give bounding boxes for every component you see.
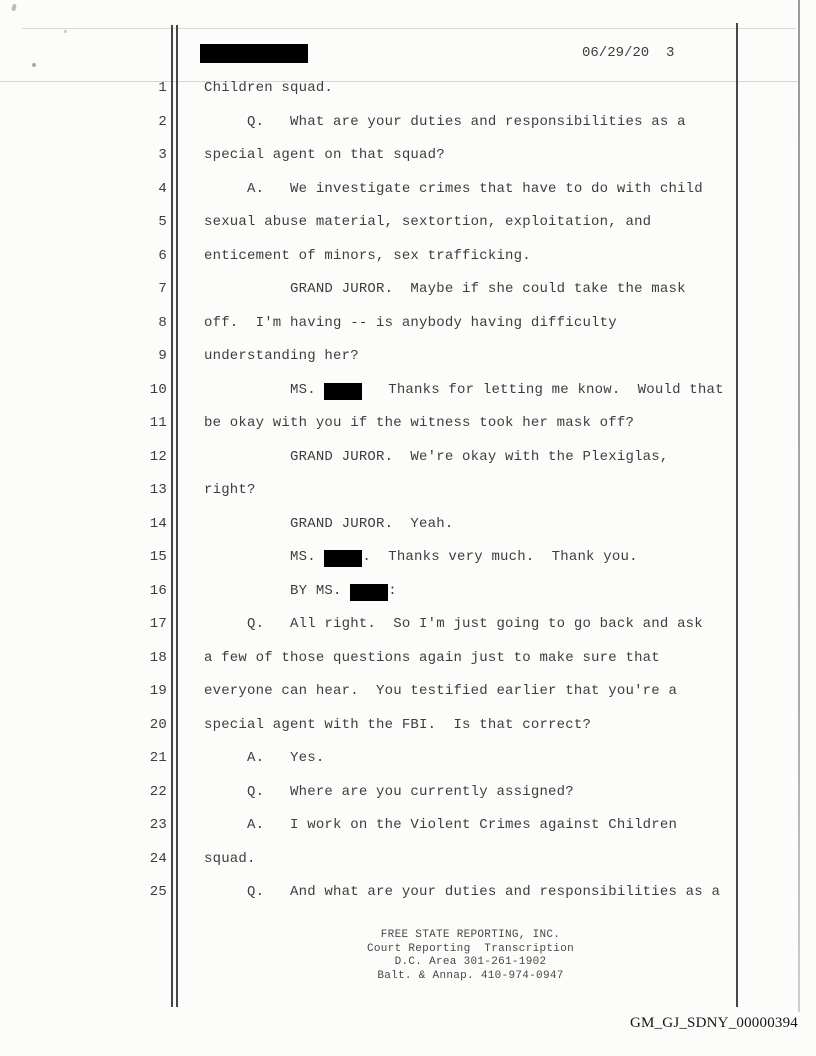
transcript-text-segment: . Thanks very much. Thank you. [362,549,638,565]
line-number: 6 [158,247,167,264]
line-number: 19 [149,683,167,699]
transcript-line [204,206,764,240]
footer-service: Court Reporting Transcription [366,942,575,955]
line-number: 23 [149,817,167,833]
line-number: 13 [149,482,167,498]
transcript-text-segment: be okay with you if the witness took her mask off? [204,415,635,431]
line-number: 10 [149,381,167,398]
scan-speck [11,4,17,12]
transcript-text-segment: special agent on that squad? [204,147,445,163]
transcript-line [204,407,764,441]
footer-phone-balt: Balt. & Annap. 410-974-0947 [377,969,564,982]
transcript-line [204,374,764,408]
transcript-line [204,139,764,173]
transcript-text-segment: sexual abuse material, sextortion, exploitation, and [204,214,652,230]
margin-rule-left-outer [171,25,173,1007]
line-number: 20 [149,716,167,733]
transcript-line [204,709,764,743]
scan-speck [64,30,67,33]
line-number: 4 [158,180,167,197]
transcript-text-segment: Q. All right. So I'm just going to go back and ask [204,616,703,632]
transcript-line [204,240,764,274]
line-number: 3 [158,147,167,163]
footer-company: FREE STATE REPORTING, INC. [380,929,561,941]
transcript-text-segment: A. We investigate crimes that have to do with child [204,180,703,197]
line-number: 15 [149,549,167,565]
line-number: 16 [149,582,167,599]
transcript-line [204,541,764,575]
transcript-text-segment: enticement of minors, sex trafficking. [204,247,531,264]
footer-phone-dc: D.C. Area 301-261-1902 [394,956,547,968]
transcript-text-segment: : [388,582,397,599]
transcript-line [204,608,764,642]
transcript-lines [204,72,764,910]
transcript-line [204,675,764,709]
transcript-text-segment: everyone can hear. You testified earlier that you're a [204,683,678,699]
line-number: 11 [149,415,167,431]
transcript-text-segment: A. I work on the Violent Crimes against Children [204,817,678,833]
line-number: 7 [158,281,167,297]
transcript-line [204,106,764,140]
transcript-text-segment: MS. [204,549,325,565]
header-date-page: 06/29/20 3 [582,45,675,61]
transcript-text-segment: GRAND JUROR. Yeah. [204,515,454,532]
line-number: 24 [149,850,167,867]
transcript-line [204,809,764,843]
line-number: 5 [158,214,167,230]
margin-rule-left-inner [176,25,178,1007]
transcript-line [204,776,764,810]
transcript-text-segment: Thanks for letting me know. Would that [362,381,724,398]
transcript-line [204,307,764,341]
line-number: 18 [149,649,167,666]
transcript-line [204,340,764,374]
redaction-box [324,550,362,567]
transcript-text-segment: Q. And what are your duties and responsibilities as a [204,884,721,900]
transcript-text-segment: squad. [204,850,256,867]
transcript-text-segment: GRAND JUROR. Maybe if she could take the mask [204,281,686,297]
transcript-line [204,575,764,609]
line-number: 12 [149,448,167,465]
redaction-box [350,584,388,601]
line-number: 1 [158,80,167,96]
transcript-line [204,742,764,776]
transcript-text-segment: right? [204,482,256,498]
line-number: 25 [149,884,167,900]
transcript-text-segment: off. I'm having -- is anybody having difficulty [204,314,617,331]
transcript-line [204,72,764,106]
transcript-text-segment: Q. What are your duties and responsibilities as a [204,113,686,130]
line-number: 17 [149,616,167,632]
redaction-bar-header [200,44,308,63]
line-number: 14 [149,515,167,532]
transcript-line [204,273,764,307]
line-number: 9 [158,348,167,364]
line-number-column [126,72,167,910]
transcript-line [204,843,764,877]
transcript-text-segment: a few of those questions again just to make sure that [204,649,660,666]
transcript-text-segment: Children squad. [204,80,334,96]
transcript-text-segment: MS. [204,381,325,398]
line-number: 2 [158,113,167,130]
transcript-text-segment: Q. Where are you currently assigned? [204,783,574,800]
transcript-line [204,508,764,542]
line-number: 8 [158,314,167,331]
transcript-text-segment: GRAND JUROR. We're okay with the Plexiglas, [204,448,669,465]
reporter-footer [204,929,737,983]
scan-speck [32,63,36,67]
transcript-line [204,441,764,475]
transcript-text-segment: BY MS. [204,582,351,599]
scan-line-top [22,28,796,29]
transcript-line [204,474,764,508]
line-number: 22 [149,783,167,800]
transcript-text-segment: A. Yes. [204,750,325,766]
line-number: 21 [149,750,167,766]
transcript-line [204,173,764,207]
redaction-box [324,383,362,400]
transcript-line [204,876,764,910]
transcript-text-segment: special agent with the FBI. Is that correct? [204,716,592,733]
bates-number: GM_GJ_SDNY_00000394 [630,1015,798,1031]
transcript-line [204,642,764,676]
transcript-text-segment: understanding her? [204,348,359,364]
page-edge-line [798,0,800,1012]
